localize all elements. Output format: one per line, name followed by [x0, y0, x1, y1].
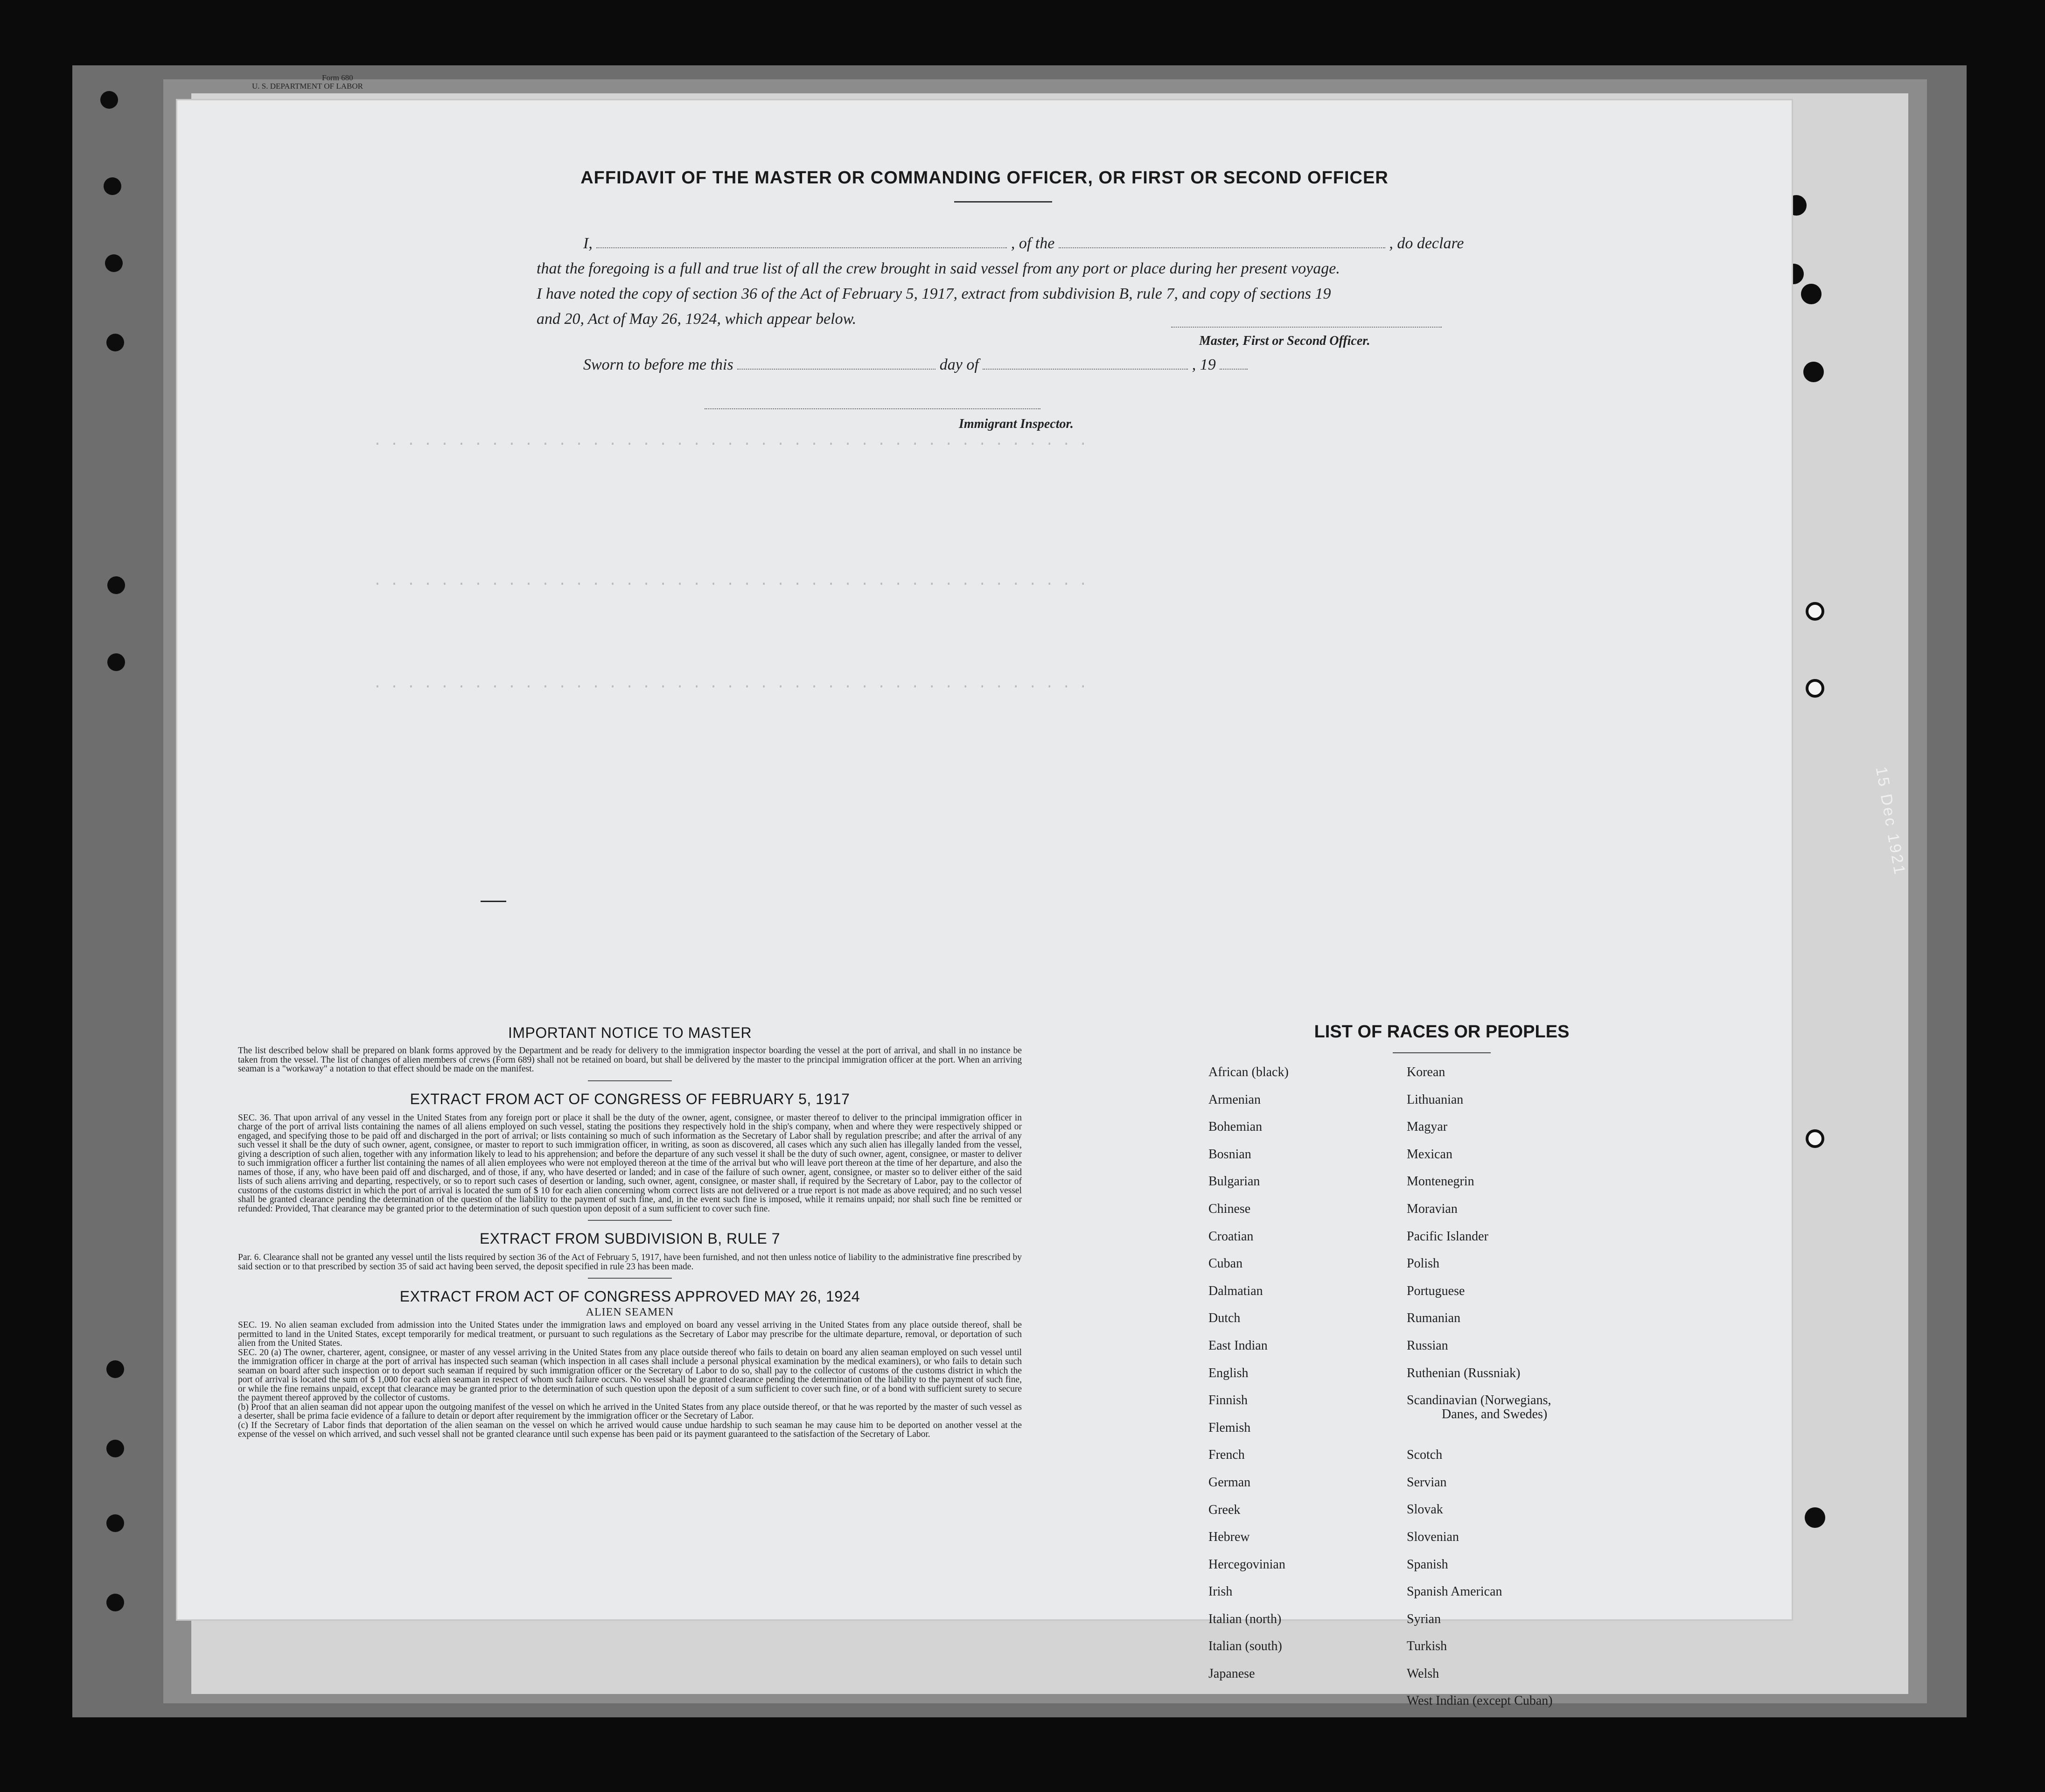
race-item: Greek: [1208, 1502, 1241, 1517]
race-item: Moravian: [1407, 1201, 1458, 1216]
punch-hole: [105, 254, 123, 272]
section-divider: [588, 1220, 672, 1221]
race-item: Hercegovinian: [1208, 1557, 1285, 1572]
sworn-year-prefix: , 19: [1192, 356, 1216, 373]
races-right-column: [1407, 1065, 1553, 1722]
race-item: Russian: [1407, 1338, 1448, 1353]
punch-hole: [106, 1594, 124, 1611]
notices-section: [238, 1024, 1022, 1439]
bleed-through-text: · · · · · · · · · · · · · · · · · · · · · · · · · · · · · · · · · · · · · · · · · · ·: [373, 576, 1088, 592]
declaration-do-declare: , do declare: [1389, 235, 1464, 252]
punch-hole: [104, 177, 121, 195]
race-item: Korean: [1407, 1065, 1445, 1079]
race-item: Croatian: [1208, 1229, 1254, 1244]
punch-hole: [1806, 602, 1824, 621]
race-item: Welsh: [1407, 1666, 1439, 1681]
extract-1924-sec20b: (b) Proof that an alien seaman did not appear upon the outgoing manifest of the vessel on which he arrived in the United States from any place outside thereof, or that he was reported by the master of such vessel as a deserter, shall be prima facie evidence of a failure to detain or deport after requirement by the immigration officer or the Secretary of Labor.: [238, 1402, 1022, 1421]
race-item-line: Scandinavian (Norwegians,: [1407, 1393, 1551, 1408]
inspector-signature-label: Immigrant Inspector.: [959, 417, 1074, 431]
race-item: Japanese: [1208, 1666, 1255, 1681]
race-item: Hebrew: [1208, 1530, 1250, 1545]
extract-1924-sec20c: (c) If the Secretary of Labor finds that deportation of the alien seaman on the vessel on which he arrived would cause undue hardship to such seaman he may cause him to be deported on another vessel at the expense of the vessel on which arrived, and such vessel shall not be granted clearance until such expense has been paid or its payment guaranteed to the satisfaction of the Secretary of Labor.: [238, 1420, 1022, 1439]
race-item: Chinese: [1208, 1201, 1251, 1216]
sworn-day-field[interactable]: [737, 357, 935, 370]
race-item: English: [1208, 1365, 1249, 1380]
notice-text: The list described below shall be prepared on blank forms approved by the Department and be ready for delivery to the immigration inspector boarding the vessel at the port of arrival, and shall in no instance be taken from the vessel. The list of changes of alien members of crews (Form 689) shall not be retained on board, but shall be delivered by the master to the principal immigration officer at the port. When an arriving seaman is a "workaway" a notation to that effect should be made on the manifest.: [238, 1046, 1022, 1074]
handwritten-margin-note: 15 Dec 1921: [1872, 765, 1909, 877]
extract-1924-title: EXTRACT FROM ACT OF CONGRESS APPROVED MAY 26, 1924: [399, 1288, 860, 1305]
sworn-label: Sworn to before me this: [583, 356, 733, 373]
race-item: Montenegrin: [1407, 1174, 1474, 1189]
punch-hole: [100, 91, 118, 109]
races-title: LIST OF RACES OR PEOPLES: [1314, 1022, 1570, 1042]
form-header: [252, 74, 363, 91]
race-item: Rumanian: [1407, 1311, 1461, 1326]
race-item: Dutch: [1208, 1311, 1241, 1326]
race-item: Irish: [1208, 1584, 1233, 1599]
extract-rule7-text: Par. 6. Clearance shall not be granted any vessel until the lists required by section 36 of the Act of February 5, 1917, have been furnished, and not then unless notice of liability to the administrative fine prescribed by said section or to that prescribed by section 35 of said act having been served, the deposit specified in rule 23 has been made.: [238, 1253, 1022, 1272]
declaration-i: I,: [583, 235, 593, 252]
race-item: Pacific Islander: [1407, 1229, 1488, 1244]
vessel-name-field[interactable]: [1059, 235, 1385, 248]
race-item: Turkish: [1407, 1639, 1447, 1654]
race-item: Servian: [1407, 1475, 1447, 1490]
punch-hole: [106, 1360, 124, 1378]
sworn-month-field[interactable]: [983, 357, 1188, 370]
race-item: East Indian: [1208, 1338, 1268, 1353]
master-name-field[interactable]: [596, 235, 1007, 248]
race-item: Portuguese: [1407, 1283, 1465, 1298]
punch-hole: [1806, 679, 1824, 698]
punch-hole: [106, 1440, 124, 1457]
sworn-year-field[interactable]: [1220, 357, 1248, 370]
affidavit-title: AFFIDAVIT OF THE MASTER OR COMMANDING OFFICER, OR FIRST OR SECOND OFFICER: [580, 168, 1389, 188]
inspector-signature-line[interactable]: [705, 408, 1040, 409]
race-item: African (black): [1208, 1065, 1289, 1079]
race-item: Bulgarian: [1208, 1174, 1260, 1189]
race-item: Bosnian: [1208, 1147, 1251, 1162]
race-item: Polish: [1407, 1256, 1440, 1271]
race-item: Italian (south): [1208, 1639, 1282, 1654]
declaration-line-4: and 20, Act of May 26, 1924, which appear below.: [537, 310, 857, 328]
title-underline: [954, 201, 1052, 203]
master-signature-line[interactable]: [1171, 327, 1442, 328]
race-item: [1407, 1393, 1553, 1448]
notice-title: IMPORTANT NOTICE TO MASTER: [508, 1024, 752, 1041]
races-columns: [1180, 1065, 1703, 1708]
punch-hole: [1806, 1129, 1824, 1148]
section-divider: [588, 1080, 672, 1081]
punch-hole: [1801, 284, 1822, 304]
races-left-column: [1208, 1065, 1289, 1694]
races-title-underline: [1393, 1052, 1491, 1053]
race-item: Cuban: [1208, 1256, 1243, 1271]
race-item: Italian (north): [1208, 1611, 1282, 1626]
race-item: Armenian: [1208, 1092, 1261, 1107]
punch-hole: [106, 334, 124, 351]
race-item: Scotch: [1407, 1448, 1443, 1463]
race-item: Finnish: [1208, 1393, 1248, 1408]
race-item: French: [1208, 1448, 1245, 1463]
race-item-line: Danes, and Swedes): [1442, 1407, 1548, 1422]
race-item: Flemish: [1208, 1420, 1251, 1435]
extract-1917-title: EXTRACT FROM ACT OF CONGRESS OF FEBRUARY 5, 1917: [410, 1090, 850, 1107]
race-item: Ruthenian (Russniak): [1407, 1365, 1521, 1380]
race-item: Dalmatian: [1208, 1283, 1263, 1298]
race-item: West Indian (except Cuban): [1407, 1694, 1553, 1708]
punch-hole: [1805, 1507, 1825, 1528]
race-item: Syrian: [1407, 1611, 1441, 1626]
department-label: U. S. DEPARTMENT OF LABOR: [252, 82, 363, 91]
extract-1924-sec19: SEC. 19. No alien seaman excluded from admission into the United States under the immigration laws and employed on board any vessel arriving in the United States from any place outside thereof, shall be permitted to land in the United States, except temporarily for medical treatment, or pursuant to such regulations as the Secretary of Labor may prescribe for the ultimate departure, removal, or deportation of such alien from the United States.: [238, 1320, 1022, 1348]
sworn-line: [583, 356, 1248, 374]
extract-1924-sec20a: SEC. 20 (a) The owner, charterer, agent, consignee, or master of any vessel arriving in the United States from any place outside thereof who fails to detain on board any alien seaman employed on such vessel until the immigration officer in charge at the port of arrival has inspected such seaman (which inspection in all cases shall include a personal physical examination by the medical examiners), or who fails to detain such seaman on board after such inspection or to deport such seaman if required by such immigration officer or the Secretary of Labor to do so, shall pay to the collector of customs of the customs district in which the port of arrival is located the sum of $ 1,000 for each alien seaman in respect of whom such failure occurs. No vessel shall be granted clearance pending the determination of the liability to the payment of such fine, or while the fine remains unpaid, except that clearance may be granted prior to the determination of such question upon the deposit of a sum sufficient to cover such fine, or of a bond with sufficient surety to secure the payment thereof approved by the collector of customs.: [238, 1347, 1022, 1403]
punch-hole: [1803, 362, 1824, 382]
declaration-text: [537, 231, 1656, 332]
race-item: Slovak: [1407, 1502, 1443, 1517]
extract-1917-text: SEC. 36. That upon arrival of any vessel in the United States from any foreign port or place it shall be the duty of the owner, agent, consignee, or master thereof to deliver to the principal immigration officer in charge of the port of arrival lists containing the names of all aliens employed on such vessel, stating the positions they respectively hold in the ship's company, when and where they were respectively shipped or engaged, and specifying those to be paid off and discharged in the port of arrival; or lists containing so much of such information as the Secretary of Labor shall by regulation prescribe; and after the arrival of any such vessel it shall be the duty of such owner, agent, consignee, or master to report to such immigration officer, in writing, as soon as discovered, all cases which any such alien has illegally landed from the vessel, giving a description of such alien, together with any information likely to lead to his apprehension; and before the departure of any such vessel it shall be the duty of such owner, agent, consignee, or master to deliver to such immigration officer a further list containing the names of all alien employees who were not employed thereon at the time of the arrival but who will leave port thereon at the time of her departure, and also the names of those, if any, who have been paid off and discharged, and of those, if any, who have deserted or landed; and in case of the failure of such owner, agent, consignee, or master so to deliver either of the said lists of such aliens arriving and departing, respectively, or so to report such cases of desertion or landing, such owner, agent, consignee, or master shall, if required by the Secretary of Labor, pay to the collector of customs of the customs district in which the port of arrival is located the sum of $ 10 for each alien concerning whom correct lists are not delivered or a true report is not made as above required; and no such vessel shall be granted clearance pending the determination of the question of the liability to the payment of such fine, and, in the event such fine is imposed, while it remains unpaid; nor shall such fine be remitted or refunded: Provided, That clearance may be granted prior to the determination of such question upon deposit of a sum sufficient to cover such fine.: [238, 1113, 1022, 1214]
declaration-line-3: I have noted the copy of section 36 of the Act of February 5, 1917, extract from subdivision B, rule 7, and copy of sections 19: [537, 285, 1331, 302]
race-item: Bohemian: [1208, 1120, 1263, 1134]
bleed-through-text: · · · · · · · · · · · · · · · · · · · · · · · · · · · · · · · · · · · · · · · · · · ·: [373, 679, 1088, 695]
master-signature-label: Master, First or Second Officer.: [1199, 334, 1370, 348]
form-number: Form 680: [322, 73, 353, 82]
declaration-line-2: that the foregoing is a full and true list of all the crew brought in said vessel from any port or place during her present voyage.: [537, 260, 1340, 277]
sworn-day-of: day of: [939, 356, 979, 373]
race-item: Slovenian: [1407, 1529, 1459, 1544]
form-page: [177, 100, 1792, 1708]
section-divider: [588, 1278, 672, 1279]
declaration-of-the: , of the: [1011, 235, 1055, 252]
race-item: Mexican: [1407, 1147, 1452, 1162]
scratch-mark: [481, 901, 506, 902]
race-item: Spanish American: [1407, 1584, 1502, 1599]
race-item: Spanish: [1407, 1557, 1448, 1572]
extract-1924-subtitle: ALIEN SEAMEN: [586, 1306, 674, 1318]
extract-rule7-title: EXTRACT FROM SUBDIVISION B, RULE 7: [479, 1230, 781, 1247]
punch-hole: [107, 653, 125, 671]
races-section: [1180, 1022, 1703, 1708]
race-item: Magyar: [1407, 1120, 1448, 1134]
punch-hole: [107, 576, 125, 594]
punch-hole: [106, 1514, 124, 1532]
race-item: German: [1208, 1475, 1251, 1490]
bleed-through-text: · · · · · · · · · · · · · · · · · · · · · · · · · · · · · · · · · · · · · · · · · · ·: [373, 436, 1088, 452]
race-item: Lithuanian: [1407, 1092, 1464, 1107]
